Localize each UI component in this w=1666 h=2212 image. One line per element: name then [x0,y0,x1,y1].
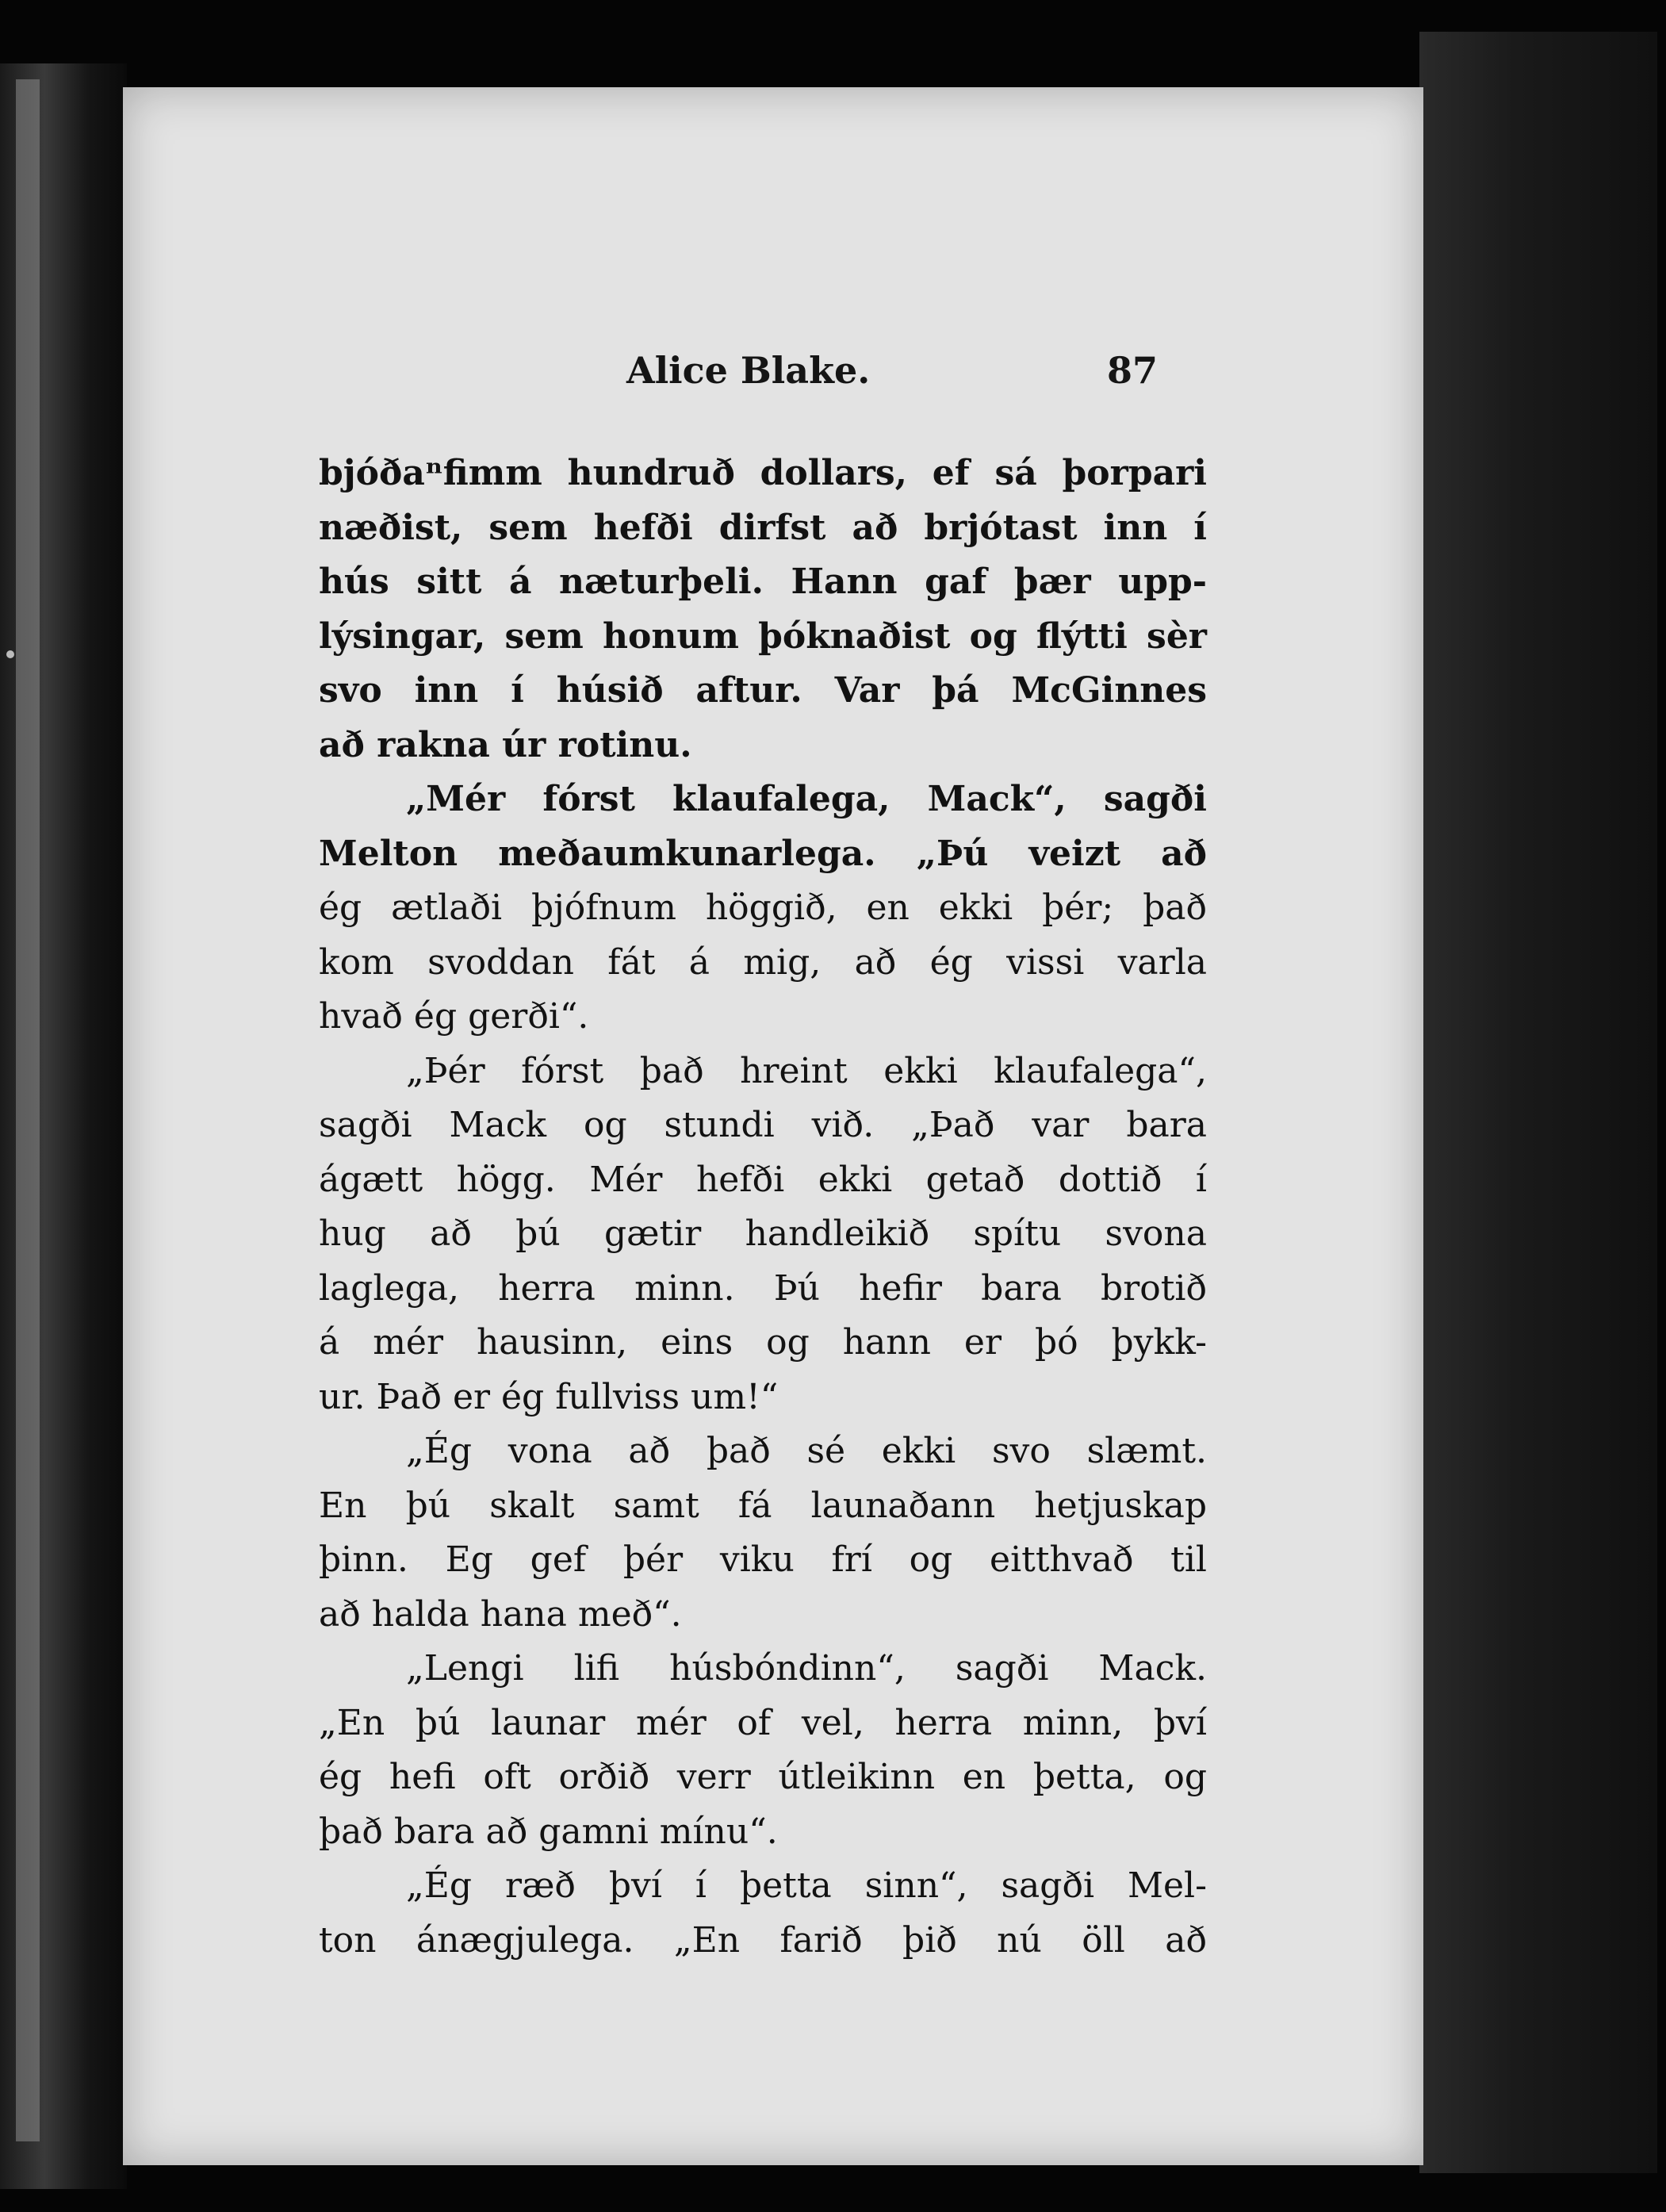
text-line: það bara að gamni mínu“. [319,1811,778,1852]
text-line: laglega, herra minn. Þú hefir bara brotið [319,1267,1207,1309]
book-edge-shadow [1419,32,1657,2173]
text-line: hvað ég gerði“. [319,996,589,1037]
text-line: „Ég vona að það sé ekki svo slæmt. [406,1431,1207,1471]
text-line: svo inn í húsið aftur. Var þá McGinnes [319,670,1207,711]
text-line: „Ég ræð því í þetta sinn“, sagði Mel- [406,1865,1207,1906]
text-line: „Lengi lifi húsbóndinn“, sagði Mack. [406,1648,1207,1689]
text-line: sagði Mack og stundi við. „Það var bara [319,1105,1207,1145]
text-line: „Þér fórst það hreint ekki klaufalega“, [406,1050,1207,1091]
text-line: hug að þú gætir handleikið spítu svona [319,1213,1207,1254]
text-line: ton ánægjulega. „En farið þið nú öll að [319,1919,1207,1961]
text-line: „Mér fórst klaufalega, Mack“, sagði [406,779,1207,819]
text-line: að rakna úr rotinu. [319,724,692,765]
page-number: 87 [1106,349,1158,392]
text-line: á mér hausinn, eins og hann er þó þykk- [319,1322,1207,1363]
text-line: ágætt högg. Mér hefði ekki getað dottið í [319,1159,1207,1200]
text-line: En þú skalt samt fá launaðann hetjuskap [319,1485,1207,1526]
text-line: Melton meðaumkunarlega. „Þú veizt að [319,833,1207,874]
text-line: ur. Það er ég fullviss um!“ [319,1376,779,1417]
text-line: næðist, sem hefði dirfst að brjótast inn í [319,507,1207,548]
text-line: ég hefi oft orðið verr útleikinn en þetta, og [319,1757,1207,1797]
text-line: ég ætlaði þjófnum höggið, en ekki þér; það [319,887,1207,928]
text-line: „En þú launar mér of vel, herra minn, því [319,1702,1207,1743]
text-line: þinn. Eg gef þér viku frí og eitthvað til [319,1539,1207,1580]
text-line: hús sitt á næturþeli. Hann gaf þær upp- [319,562,1207,602]
text-line: bjóðaⁿfimm hundruð dollars, ef sá þorpari [319,453,1207,493]
body-text [319,447,1207,1968]
text-line: kom svoddan fát á mig, að ég vissi varla [319,941,1207,983]
scan-speck [6,650,14,658]
text-line: lýsingar, sem honum þóknaðist og flýtti sèr [319,615,1207,657]
facing-page-edge [16,79,40,2141]
page-header [626,349,1158,397]
text-line: að halda hana með“. [319,1593,682,1635]
running-title: Alice Blake. [626,349,871,392]
